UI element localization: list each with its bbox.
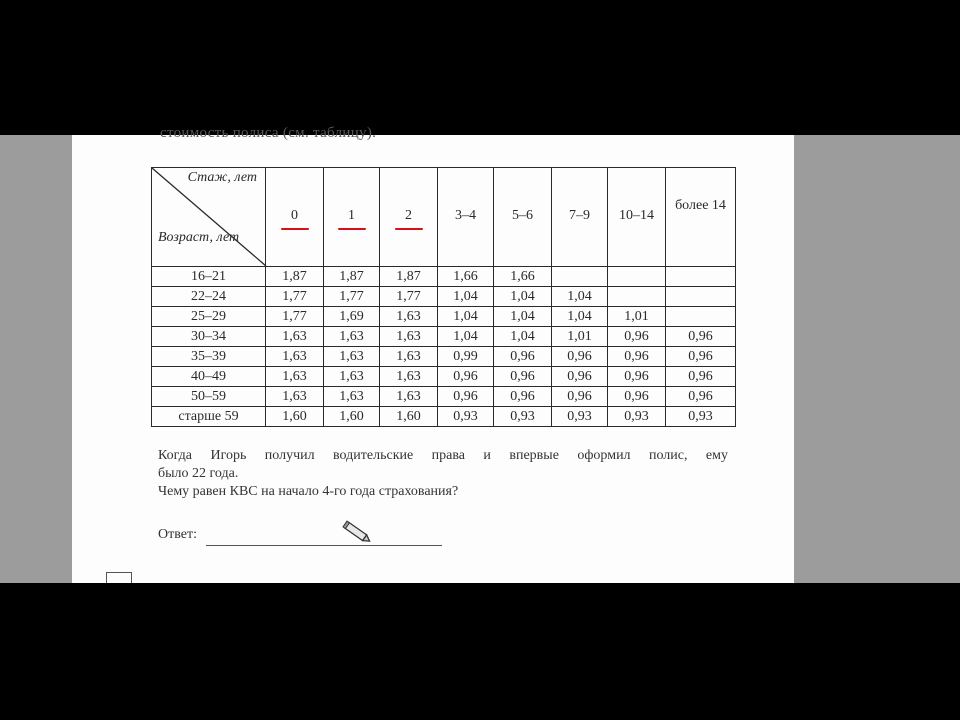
cut-off-header-text: стоимость полиса (см. таблицу). xyxy=(160,125,377,141)
coefficient-cell: 1,04 xyxy=(494,327,552,347)
coefficient-cell: 1,04 xyxy=(494,307,552,327)
pencil-icon xyxy=(340,519,374,547)
coefficient-cell: 1,77 xyxy=(266,287,324,307)
coefficient-cell: 0,96 xyxy=(666,347,736,367)
coefficient-cell: 0,96 xyxy=(666,327,736,347)
coefficient-cell: 1,63 xyxy=(324,327,380,347)
coefficient-cell: 1,60 xyxy=(324,407,380,427)
coefficient-cell xyxy=(666,287,736,307)
top-black-band xyxy=(0,0,960,135)
coefficient-cell: 1,63 xyxy=(266,367,324,387)
experience-header-cell xyxy=(324,168,380,267)
age-range-cell: 22–24 xyxy=(152,287,266,307)
answer-label: Ответ: xyxy=(158,527,197,542)
coefficient-cell xyxy=(608,267,666,287)
experience-header-label: 2 xyxy=(405,208,412,223)
question-line-3: Чему равен КВС на начало 4-го года страхования? xyxy=(158,484,459,499)
coefficient-cell: 0,96 xyxy=(552,387,608,407)
coefficient-cell xyxy=(666,307,736,327)
coefficient-cell: 0,96 xyxy=(608,367,666,387)
experience-header-cell xyxy=(266,168,324,267)
coefficient-cell: 1,87 xyxy=(380,267,438,287)
age-range-cell: 50–59 xyxy=(152,387,266,407)
coefficient-cell: 1,69 xyxy=(324,307,380,327)
coefficient-cell: 1,63 xyxy=(380,327,438,347)
coefficient-cell: 1,04 xyxy=(552,307,608,327)
experience-header-cell xyxy=(666,168,736,267)
experience-header-label: 0 xyxy=(291,208,298,223)
coefficient-cell: 1,87 xyxy=(266,267,324,287)
experience-header-label: 3–4 xyxy=(455,208,476,223)
red-underline-mark xyxy=(338,228,366,230)
experience-header-label: 7–9 xyxy=(569,208,590,223)
coefficient-cell: 1,77 xyxy=(380,287,438,307)
coefficient-cell: 0,93 xyxy=(494,407,552,427)
coefficient-cell: 0,96 xyxy=(666,367,736,387)
coefficient-cell: 1,77 xyxy=(324,287,380,307)
table-row xyxy=(152,287,736,307)
coefficient-cell: 1,01 xyxy=(552,327,608,347)
coefficient-cell: 0,96 xyxy=(494,387,552,407)
coefficient-cell: 0,96 xyxy=(438,367,494,387)
experience-header-cell xyxy=(380,168,438,267)
answer-field-line[interactable] xyxy=(206,545,442,546)
coefficient-cell: 1,04 xyxy=(552,287,608,307)
document-page xyxy=(72,125,794,583)
coefficient-cell: 1,01 xyxy=(608,307,666,327)
coefficient-cell: 0,96 xyxy=(438,387,494,407)
coefficient-cell: 0,93 xyxy=(666,407,736,427)
red-underline-mark xyxy=(281,228,309,230)
age-range-cell: старше 59 xyxy=(152,407,266,427)
coefficient-cell: 1,87 xyxy=(324,267,380,287)
question-line-2: было 22 года. xyxy=(158,466,239,481)
experience-axis-label: Стаж, лет xyxy=(187,170,257,185)
coefficient-cell: 1,63 xyxy=(324,347,380,367)
experience-header-label: более 14 xyxy=(675,198,726,213)
coefficient-cell: 1,63 xyxy=(380,347,438,367)
coefficient-cell: 1,63 xyxy=(380,367,438,387)
coefficient-cell: 0,96 xyxy=(608,347,666,367)
coefficient-cell: 1,04 xyxy=(438,307,494,327)
table-header-row xyxy=(152,168,736,267)
coefficient-cell xyxy=(552,267,608,287)
coefficient-cell: 0,93 xyxy=(552,407,608,427)
question-block xyxy=(158,447,728,501)
age-range-cell: 35–39 xyxy=(152,347,266,367)
coefficient-cell: 0,96 xyxy=(608,327,666,347)
experience-header-label: 1 xyxy=(348,208,355,223)
table-row xyxy=(152,327,736,347)
coefficient-cell: 0,99 xyxy=(438,347,494,367)
red-underline-mark xyxy=(395,228,423,230)
question-line-1: Когда Игорь получил водительские права и впервые оформил полис, ему xyxy=(158,448,728,463)
coefficient-cell: 1,66 xyxy=(494,267,552,287)
age-range-cell: 40–49 xyxy=(152,367,266,387)
table-row xyxy=(152,307,736,327)
coefficient-cell: 1,63 xyxy=(266,347,324,367)
coefficient-cell: 1,04 xyxy=(494,287,552,307)
age-range-cell: 16–21 xyxy=(152,267,266,287)
table-row xyxy=(152,387,736,407)
coefficient-cell: 1,77 xyxy=(266,307,324,327)
coefficient-cell xyxy=(608,287,666,307)
coefficient-cell: 0,93 xyxy=(608,407,666,427)
experience-header-cell xyxy=(438,168,494,267)
coefficient-cell xyxy=(666,267,736,287)
table-row xyxy=(152,267,736,287)
age-axis-label: Возраст, лет xyxy=(158,230,240,245)
table-row xyxy=(152,347,736,367)
coefficient-cell: 1,63 xyxy=(324,367,380,387)
coefficient-cell: 1,04 xyxy=(438,287,494,307)
coefficient-cell: 0,96 xyxy=(552,347,608,367)
experience-header-cell xyxy=(494,168,552,267)
table-row xyxy=(152,407,736,427)
coefficient-cell: 1,63 xyxy=(266,327,324,347)
age-range-cell: 30–34 xyxy=(152,327,266,347)
kbs-coefficient-table xyxy=(151,167,736,427)
coefficient-cell: 1,60 xyxy=(380,407,438,427)
experience-header-label: 10–14 xyxy=(619,208,654,223)
coefficient-cell: 0,96 xyxy=(552,367,608,387)
experience-header-cell xyxy=(608,168,666,267)
coefficient-cell: 1,63 xyxy=(380,307,438,327)
coefficient-cell: 1,63 xyxy=(324,387,380,407)
experience-header-label: 5–6 xyxy=(512,208,533,223)
experience-header-cell xyxy=(552,168,608,267)
age-range-cell: 25–29 xyxy=(152,307,266,327)
coefficient-cell: 0,93 xyxy=(438,407,494,427)
coefficient-cell: 0,96 xyxy=(666,387,736,407)
coefficient-cell: 0,96 xyxy=(494,367,552,387)
coefficient-cell: 1,04 xyxy=(438,327,494,347)
coefficient-cell: 1,60 xyxy=(266,407,324,427)
bottom-black-band xyxy=(0,583,960,720)
coefficient-cell: 1,66 xyxy=(438,267,494,287)
coefficient-cell: 0,96 xyxy=(494,347,552,367)
corner-header-cell xyxy=(152,168,266,267)
coefficient-cell: 1,63 xyxy=(380,387,438,407)
table-row xyxy=(152,367,736,387)
coefficient-cell: 1,63 xyxy=(266,387,324,407)
coefficient-cell: 0,96 xyxy=(608,387,666,407)
